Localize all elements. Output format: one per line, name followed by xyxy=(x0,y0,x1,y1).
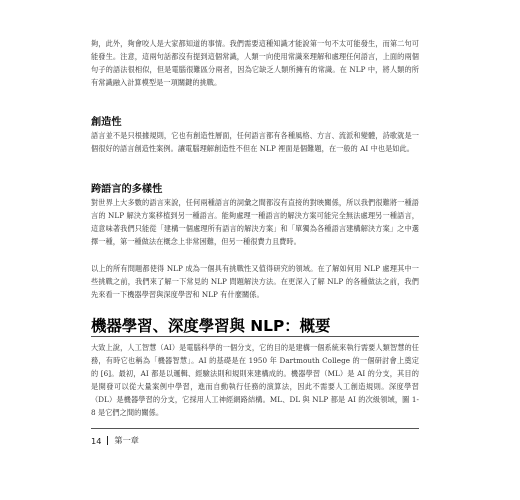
page-number: 14 xyxy=(91,435,102,446)
heading-creativity: 創造性 xyxy=(91,117,122,128)
chapter-label: 第一章 xyxy=(114,435,139,445)
page-footer xyxy=(91,435,139,446)
heading-cross-language: 跨語言的多樣性 xyxy=(91,184,163,195)
paragraph-ml-dl-nlp: 大致上說，人工智慧（AI）是電腦科學的一個分支，它的目的是建構一個系統來執行需要人類智慧的任務，有時它也稱為「機器智慧」。AI 的基礎是在 1950 年 Dartmouth College 的一個研討會上奠定的 [6]。最初，AI 都是以邏輯、經驗法則和規則來建構成的。機器學習（ML）是 AI 的分支，其目的是開發可以從大量案例中學習，進而自動執行任務的演算法，因此不需要人工創造規則。深度學習（DL）是機器學習的分支，它採用人工神經網路結構。ML、DL 與 NLP 都是 AI 的次級領域，圖 1-8 是它們之間的關係。 xyxy=(91,343,419,418)
section-title: 機器學習、深度學習與 NLP：概要 xyxy=(91,317,331,335)
paragraph-creativity: 語言並不是只根據規則，它也有創造性層面，任何語言都有各種風格、方言、流派和變體，詩歌就是一個很好的語言創造性案例。讓電腦理解創造性不但在 NLP 裡面是個難題，在一般的 AI 中也是如此。 xyxy=(91,131,419,154)
paragraph-common-sense: 夠，此外，夠會咬人是大家都知道的事情。我們需要這種知識才能說第一句不太可能發生，而第二句可能發生。注意，這兩句話都沒有提到這個常識，人類一向使用常識來理解和處理任何語言，上面的兩個句子的語法很相似，但是電腦很難區分兩者，因為它缺乏人類所擁有的常識。在 NLP 中，將人類的所有常識融入計算模型是一項關鍵的挑戰。 xyxy=(91,39,419,88)
section-title-rule xyxy=(91,336,419,337)
paragraph-cross-language: 對世界上大多數的語言來說，任何兩種語言的詞彙之間都沒有直接的對映關係，所以我們很難將一種語言的 NLP 解決方案移植到另一種語言。能夠處理一種語言的解決方案可能完全無法處理另一種語言，這意味著我們只能從「建構一個處理所有語言的解決方案」和「單獨為各種語言建構解決方案」之中選擇一種，第一種做法在概念上非常困難，但另一種很費力且費時。 xyxy=(91,198,419,247)
footer-rule xyxy=(91,428,419,429)
footer-separator xyxy=(107,436,108,445)
paragraph-challenges-summary: 以上的所有問題都使得 NLP 成為一個具有挑戰性又值得研究的領域。在了解如何用 NLP 處理其中一些挑戰之前，我們來了解一下常見的 NLP 問題解決方法。在更深入了解 NLP 的各種做法之前，我們先來看一下機器學習與深度學習和 NLP 有什麼關係。 xyxy=(91,264,419,300)
